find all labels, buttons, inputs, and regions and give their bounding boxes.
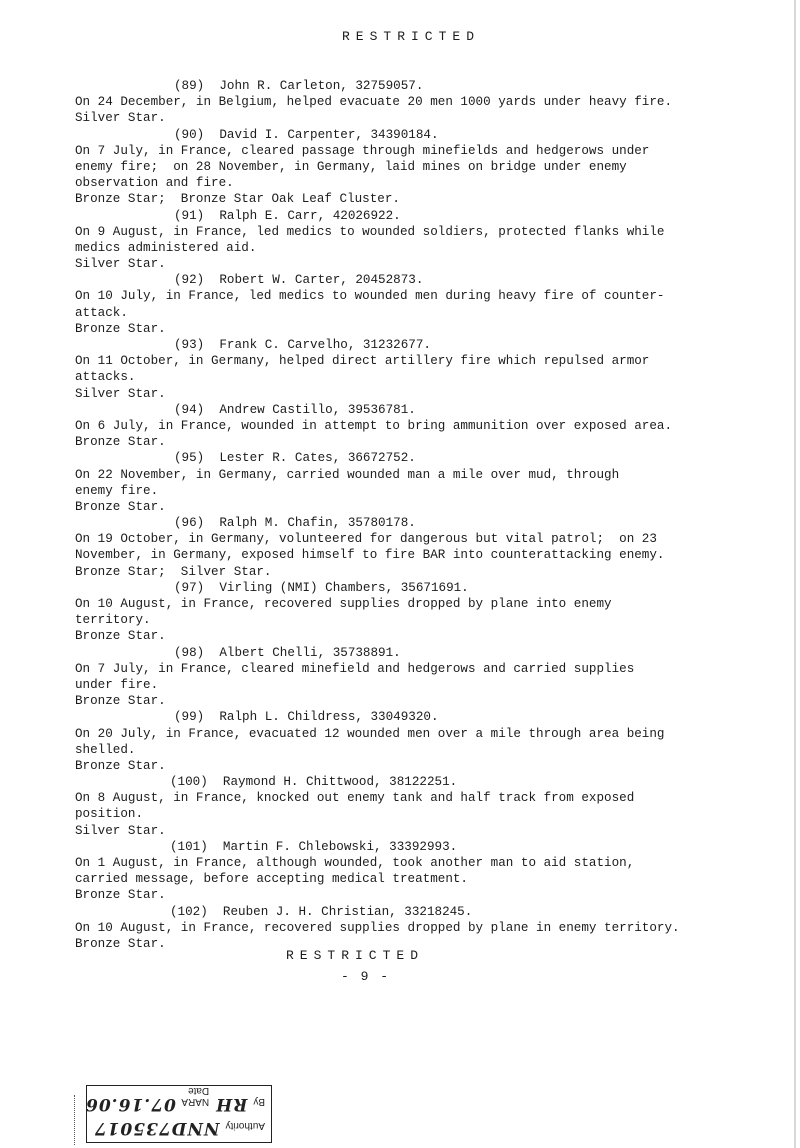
margin-tick-marks <box>74 1095 79 1145</box>
entry-citation-line: Silver Star. <box>75 386 166 401</box>
entry-citation-line: On 7 July, in France, cleared minefield and hedgerows and carried supplies <box>75 661 635 676</box>
entry-name-line: (89) John R. Carleton, 32759057. <box>174 79 424 93</box>
entry-citation-line: Bronze Star. <box>75 758 166 773</box>
stamp-by-label: By <box>253 1096 265 1107</box>
entry-citation-line: On 20 July, in France, evacuated 12 wounded men over a mile through area being <box>75 726 665 741</box>
entry-citation-line: On 24 December, in Belgium, helped evacuate 20 men 1000 yards under heavy fire. <box>75 95 673 110</box>
header-classification: RESTRICTED <box>341 29 480 44</box>
entry-citation-line: On 19 October, in Germany, volunteered for dangerous but vital patrol; on 23 <box>75 532 657 547</box>
entry-name-line: (92) Robert W. Carter, 20452873. <box>174 273 424 288</box>
entry-name-line: (98) Albert Chelli, 35738891. <box>174 645 401 660</box>
entry-name-line: (95) Lester R. Cates, 36672752. <box>174 451 416 466</box>
entry-citation-line: On 11 October, in Germany, helped direct artillery fire which repulsed armor <box>75 354 650 369</box>
award-entries-list <box>75 78 715 952</box>
stamp-by-row <box>85 1085 265 1114</box>
scan-edge <box>788 0 796 1148</box>
entry-citation-line: On 7 July, in France, cleared passage through minefields and hedgerows under <box>75 143 650 158</box>
footer-classification: RESTRICTED <box>286 948 425 963</box>
entry-name-line: (102) Reuben J. H. Christian, 33218245. <box>170 904 473 919</box>
declassification-stamp <box>86 1085 272 1143</box>
entry-citation-line: On 1 August, in France, although wounded, took another man to aid station, <box>75 856 635 870</box>
stamp-date-value: 07.16.06 <box>85 1094 176 1114</box>
entry-citation-line: enemy fire. <box>75 483 159 498</box>
entry-citation-line: On 22 November, in Germany, carried wounded man a mile over mud, through <box>75 467 620 482</box>
entry-name-line: (101) Martin F. Chlebowski, 33392993. <box>170 839 458 854</box>
entry-citation-line: territory. <box>75 613 151 628</box>
entry-citation-line: Bronze Star; Bronze Star Oak Leaf Cluster. <box>75 192 400 207</box>
entry-citation-line: enemy fire; on 28 November, in Germany, laid mines on bridge under enemy <box>75 159 627 174</box>
entry-citation-line: On 10 August, in France, recovered supplies dropped by plane into enemy <box>75 597 612 611</box>
stamp-agency: NARA Date <box>181 1085 210 1107</box>
entry-citation-line: attacks. <box>75 370 136 385</box>
entry-citation-line: On 10 August, in France, recovered supplies dropped by plane in enemy territory. <box>75 920 680 935</box>
entry-citation-line: under fire. <box>75 677 159 692</box>
entry-citation-line: Bronze Star; Silver Star. <box>75 564 272 579</box>
entry-citation-line: Bronze Star. <box>75 435 166 450</box>
entry-citation-line: Silver Star. <box>75 823 166 838</box>
entry-citation-line: On 6 July, in France, wounded in attempt to bring ammunition over exposed area. <box>75 418 673 433</box>
entry-citation-line: Bronze Star. <box>75 888 166 903</box>
entry-citation-line: Silver Star. <box>75 111 166 126</box>
entry-citation-line: Bronze Star. <box>75 321 166 336</box>
entry-citation-line: carried message, before accepting medical treatment. <box>75 872 468 887</box>
entry-name-line: (90) David I. Carpenter, 34390184. <box>174 127 439 142</box>
entry-name-line: (94) Andrew Castillo, 39536781. <box>174 402 416 417</box>
entry-name-line: (97) Virling (NMI) Chambers, 35671691. <box>174 580 469 595</box>
entry-name-line: (96) Ralph M. Chafin, 35780178. <box>174 516 416 531</box>
stamp-authority-label: Authority <box>225 1120 265 1131</box>
entry-citation-line: medics administered aid. <box>75 240 257 255</box>
entry-citation-line: Silver Star. <box>75 257 166 272</box>
entry-citation-line: Bronze Star. <box>75 629 166 644</box>
stamp-by-value: RH <box>215 1094 248 1114</box>
entry-citation-line: attack. <box>75 305 128 320</box>
entry-citation-line: Bronze Star. <box>75 499 166 514</box>
page-number: - 9 - <box>341 969 391 984</box>
entry-citation-line: November, in Germany, exposed himself to fire BAR into counterattacking enemy. <box>75 548 665 563</box>
entry-citation-line: Bronze Star. <box>75 694 166 709</box>
entry-citation-line: On 10 July, in France, led medics to wounded men during heavy fire of counter- <box>75 289 665 304</box>
entry-citation-line: On 9 August, in France, led medics to wounded soldiers, protected flanks while <box>75 224 665 239</box>
entry-name-line: (99) Ralph L. Childress, 33049320. <box>174 710 439 725</box>
entry-citation-line: position. <box>75 807 144 822</box>
stamp-authority-value: NND735017 <box>93 1118 220 1138</box>
entry-citation-line: observation and fire. <box>75 176 234 191</box>
entry-name-line: (91) Ralph E. Carr, 42026922. <box>174 208 401 223</box>
entry-citation-line: Bronze Star. <box>75 936 166 951</box>
stamp-authority-row <box>93 1114 265 1138</box>
entry-citation-line: On 8 August, in France, knocked out enemy tank and half track from exposed <box>75 791 635 806</box>
entry-name-line: (93) Frank C. Carvelho, 31232677. <box>174 338 431 352</box>
entry-name-line: (100) Raymond H. Chittwood, 38122251. <box>170 775 458 790</box>
entry-citation-line: shelled. <box>75 742 136 757</box>
